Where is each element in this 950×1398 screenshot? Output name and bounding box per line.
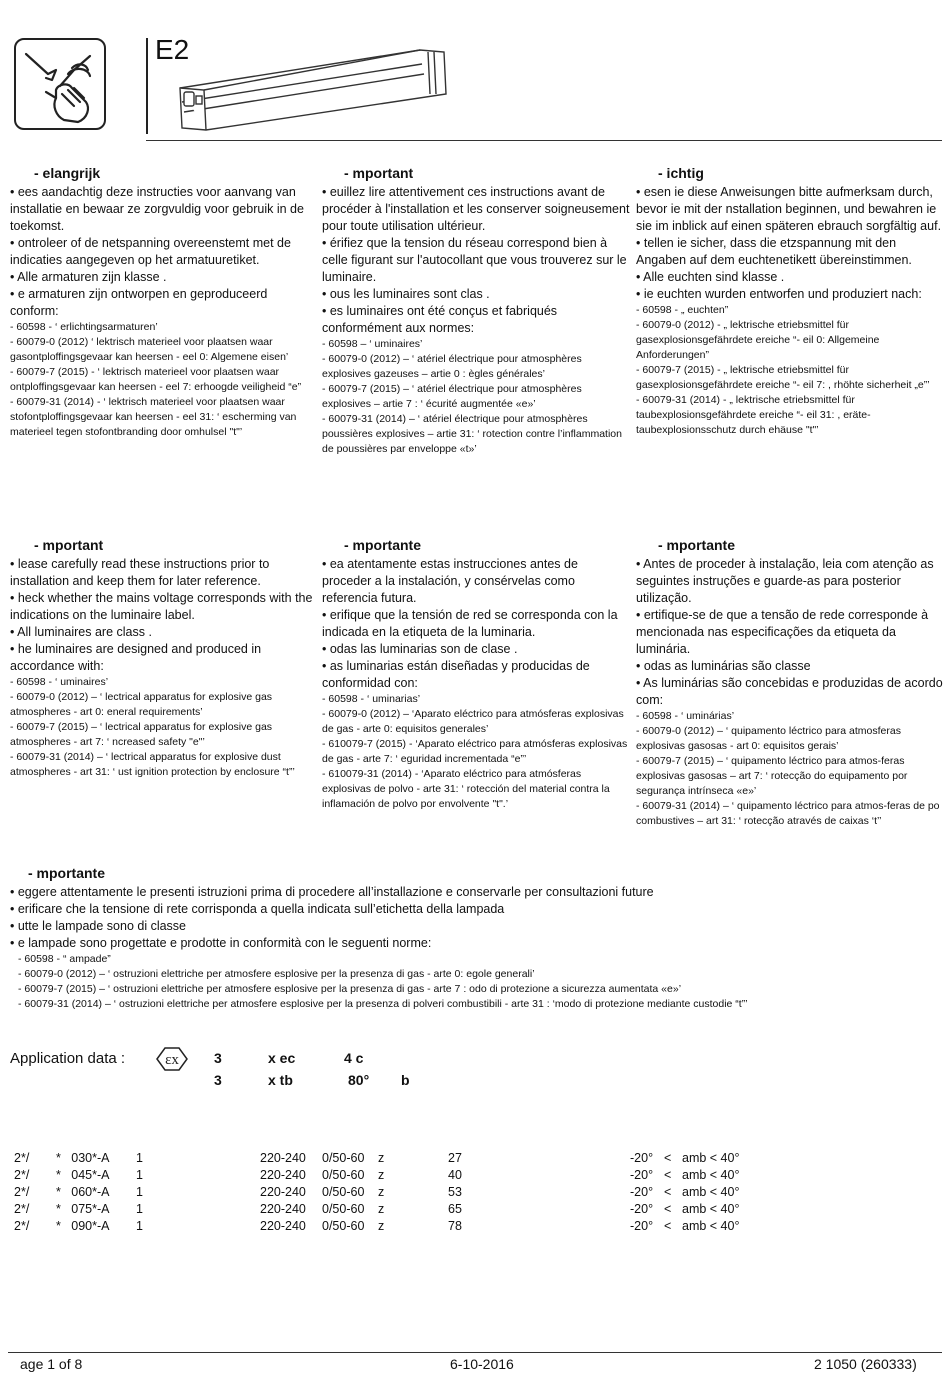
ex-symbol-text: εx <box>165 1052 179 1068</box>
paragraph: • odas las luminarias son de clase . <box>322 642 518 656</box>
cell: -20° <box>630 1168 654 1182</box>
cell: 0/50-60 <box>322 1185 365 1199</box>
cell: amb < 40° <box>682 1185 740 1199</box>
cell: 65 <box>448 1202 462 1216</box>
paragraph: • tellen ie sicher, dass die etzspannung mit den Angaben auf dem euchtenetikett übereinstimmen. <box>636 236 912 267</box>
section-title: - mportant <box>34 537 104 553</box>
cell: * 075*-A <box>56 1202 110 1216</box>
norm-item: - 60079-31 (2014) – ‘ quipamento léctrico para atmos-feras de po combustives – art 31: ‘ rotecção através de caixas ‘t’’ <box>636 800 940 827</box>
cell: 220-240 <box>260 1151 306 1165</box>
application-data-label: Application data : <box>10 1050 126 1067</box>
norm-item: - 60079-7 (2015) - „ lektrische etriebsmittel für gasexplosionsgefährdete ereiche “- eil 7: , rhöhte sicherheit „e”’ <box>636 364 930 391</box>
cell: < <box>664 1202 672 1216</box>
cell: 220-240 <box>260 1185 306 1199</box>
norm-item: - 60079-0 (2012) ‘ lektrisch materieel voor plaatsen waar gasontploffingsgevaar kan heersen - eel 0: Algemene eisen’ <box>10 336 289 363</box>
section-english <box>10 536 318 780</box>
footer-rule <box>8 1352 942 1353</box>
norm-item: - 60079-7 (2015) – ‘ ostruzioni elettriche per atmosfere esplosive per la presenza di gas - arte 7 : odo di protezione a sicurezza aumentata «e»’ <box>18 983 682 995</box>
model-code: E2 <box>155 34 190 65</box>
page-number: age 1 of 8 <box>20 1356 83 1372</box>
cell: z <box>378 1168 385 1182</box>
section-title: - mportante <box>28 865 105 881</box>
norm-item: - 60079-0 (2012) – ‘Aparato eléctrico para atmósferas explosivas de gas - arte 0: equisitos generales’ <box>322 708 624 735</box>
section-german <box>636 164 944 438</box>
norm-item: - 60079-7 (2015) - ‘ lektrisch materieel voor plaatsen waar ontploffingsgevaar kan heersen - eel 7: erhoogde veiligheid “e” <box>10 366 302 393</box>
norm-item: - 60079-7 (2015) – ‘ lectrical apparatus for explosive gas atmospheres - art 7: ‘ ncreased safety "e"’ <box>10 721 273 748</box>
ex-code-group: 3 <box>214 1072 222 1088</box>
cell: z <box>378 1219 385 1233</box>
paragraph: • ous les luminaires sont clas . <box>322 287 490 301</box>
paragraph: • Antes de proceder à instalação, leia com atenção as seguintes instruções e guarde-as para posterior utilização. <box>636 557 934 605</box>
paragraph: • Alle armaturen zijn klasse . <box>10 270 167 284</box>
ex-epl: b <box>401 1072 410 1088</box>
table-row <box>14 1218 762 1235</box>
cell: 2*/ <box>14 1151 30 1165</box>
section-french <box>322 164 630 457</box>
installer-pictogram <box>14 38 106 130</box>
norm-item: - 610079-31 (2014) - ‘Aparato eléctrico para atmósferas explosivas de polvo - arte 31: ‘ rotección del material contra la inflamación de polvo por envolvente "t".’ <box>322 768 610 810</box>
paragraph: • ertifique-se de que a tensão de rede corresponde à mencionada nas especificações da etiqueta da luminária. <box>636 608 929 656</box>
cell: 1 <box>136 1168 143 1182</box>
cell: 2*/ <box>14 1202 30 1216</box>
ex-symbol-icon <box>155 1046 189 1077</box>
cell: 1 <box>136 1185 143 1199</box>
cell: z <box>378 1202 385 1216</box>
cell: * 030*-A <box>56 1151 110 1165</box>
norm-item: - 60079-31 (2014) - ‘ lektrisch materieel voor plaatsen waar stofontploffingsgevaar kan heersen - eel 31: ‘ escherming van materieel tegen stofontbranding door omhulsel "t"’ <box>10 396 297 438</box>
document-code: 2 1050 (260333) <box>814 1356 917 1372</box>
norm-item: - 60079-31 (2014) - „ lektrische etriebsmittel für taubexplosionsgefährdete ereiche “- eil 31: , eräte- taubexplosionsschutz durch ehäuse "t"’ <box>636 394 871 436</box>
section-italian <box>10 864 930 1012</box>
cell: 2*/ <box>14 1168 30 1182</box>
paragraph: • érifiez que la tension du réseau correspond bien à celle figurant sur l'autocollant que vous trouverez sur le luminaire. <box>322 236 627 284</box>
cell: -20° <box>630 1219 654 1233</box>
paragraph: • ea atentamente estas instrucciones antes de proceder a la instalación, y consérvelas como referencia futura. <box>322 557 578 605</box>
norm-item: - 60079-7 (2015) – ‘ quipamento léctrico para atmos-feras explosivas gasosas – art 7: ‘ rotecção do equipamento por segurança intrínseca «e»’ <box>636 755 908 797</box>
norm-item: - 60598 – ‘ uminaires’ <box>322 338 423 350</box>
cell: 0/50-60 <box>322 1151 365 1165</box>
cell: amb < 40° <box>682 1151 740 1165</box>
section-title: - mportante <box>658 537 735 553</box>
section-title: - mportante <box>344 537 421 553</box>
cell: amb < 40° <box>682 1202 740 1216</box>
cell: * 060*-A <box>56 1185 110 1199</box>
cell: -20° <box>630 1185 654 1199</box>
section-spanish <box>322 536 630 812</box>
norm-item: - 60079-0 (2012) – ‘ lectrical apparatus for explosive gas atmospheres - art 0: eneral requirements’ <box>10 691 273 718</box>
cell: 40 <box>448 1168 462 1182</box>
cell: 0/50-60 <box>322 1168 365 1182</box>
table-row <box>14 1184 762 1201</box>
cell: amb < 40° <box>682 1219 740 1233</box>
screwdriver-hand-icon <box>16 40 104 128</box>
paragraph: • All luminaires are class . <box>10 625 152 639</box>
cell: 78 <box>448 1219 462 1233</box>
cell: 0/50-60 <box>322 1219 365 1233</box>
paragraph: • e lampade sono progettate e prodotte in conformità con le seguenti norme: <box>10 936 432 950</box>
cell: amb < 40° <box>682 1168 740 1182</box>
norm-item: - 60598 - „ euchten” <box>636 304 729 316</box>
norm-item: - 60598 - ‘ uminárias’ <box>636 710 735 722</box>
cell: z <box>378 1151 385 1165</box>
paragraph: • erificare che la tensione di rete corrisponda a quella indicata sull’etichetta della lampada <box>10 902 505 916</box>
cell: 0/50-60 <box>322 1202 365 1216</box>
cell: 1 <box>136 1219 143 1233</box>
norm-item: - 60598 - ‘ erlichtingsarmaturen’ <box>10 321 158 333</box>
cell: 53 <box>448 1185 462 1199</box>
cell: -20° <box>630 1202 654 1216</box>
cell: 220-240 <box>260 1168 306 1182</box>
paragraph: • utte le lampade sono di classe <box>10 919 187 933</box>
norm-item: - 60079-0 (2012) – ‘ ostruzioni elettriche per atmosfere esplosive per la presenza di gas - arte 0: egole generali’ <box>18 968 535 980</box>
section-portuguese <box>636 536 944 829</box>
cell: 1 <box>136 1202 143 1216</box>
table-row <box>14 1150 762 1167</box>
cell: < <box>664 1151 672 1165</box>
spec-table <box>14 1150 762 1235</box>
table-row <box>14 1167 762 1184</box>
document-date: 6-10-2016 <box>450 1356 514 1372</box>
paragraph: • lease carefully read these instructions prior to installation and keep them for later reference. <box>10 557 270 588</box>
section-title: - mportant <box>344 165 414 181</box>
paragraph: • heck whether the mains voltage corresponds with the indications on the luminaire label. <box>10 591 313 622</box>
paragraph: • ie euchten wurden entworfen und produziert nach: <box>636 287 922 301</box>
section-title: - elangrijk <box>34 165 101 181</box>
table-row <box>14 1201 762 1218</box>
cell: 1 <box>136 1151 143 1165</box>
paragraph: • erifique que la tensión de red se corresponda con la indicada en la etiqueta de la luminaria. <box>322 608 618 639</box>
norm-item: - 60598 - “ ampade” <box>18 953 111 965</box>
paragraph: • ontroleer of de netspanning overeenstemt met de indicaties aangegeven op het armatuuretiket. <box>10 236 291 267</box>
norm-item: - 610079-7 (2015) - ‘Aparato eléctrico para atmósferas explosivas de gas - arte 7: ‘ eguridad incrementada “e”’ <box>322 738 628 765</box>
norm-item: - 60079-31 (2014) – ‘ ostruzioni elettriche per atmosfere esplosive per la presenza di polveri combustibili - arte 31 : ‘modo di protezione mediante custodie “t”’ <box>18 998 748 1010</box>
ex-protection: x tb <box>268 1072 293 1088</box>
norm-item: - 60079-7 (2015) – ‘ atériel électrique pour atmosphères explosives – artie 7 : ‘ écurité augmentée «e»’ <box>322 383 582 410</box>
ex-temperature: 80° <box>348 1072 370 1088</box>
paragraph: • eggere attentamente le presenti istruzioni prima di procedere all’installazione e conservarle per consultazioni future <box>10 885 654 899</box>
cell: * 090*-A <box>56 1219 110 1233</box>
norm-item: - 60079-0 (2012) – ‘ atériel électrique pour atmosphères explosives gazeuses – artie 0 : ègles générales’ <box>322 353 582 380</box>
cell: 27 <box>448 1151 462 1165</box>
cell: 2*/ <box>14 1185 30 1199</box>
paragraph: • ees aandachtig deze instructies voor aanvang van installatie en bewaar ze zorgvuldig voor gebruik in de toekomst. <box>10 185 304 233</box>
paragraph: • e armaturen zijn ontworpen en geproduceerd conform: <box>10 287 268 318</box>
ex-protection: x ec <box>268 1050 296 1066</box>
cell: z <box>378 1185 385 1199</box>
ex-code-group: 3 <box>214 1050 222 1066</box>
cell: 2*/ <box>14 1219 30 1233</box>
cell: 220-240 <box>260 1202 306 1216</box>
section-dutch <box>10 164 318 440</box>
paragraph: • odas as luminárias são classe <box>636 659 811 673</box>
paragraph: • as luminarias están diseñadas y producidas de conformidad con: <box>322 659 590 690</box>
section-title: - ichtig <box>658 165 704 181</box>
norm-item: - 60079-0 (2012) - „ lektrische etriebsmittel für gasexplosionsgefährdete ereiche “- eil 0: Allgemeine Anforderungen” <box>636 319 880 361</box>
cell: * 045*-A <box>56 1168 110 1182</box>
header-rule <box>146 140 942 141</box>
ex-temp-class: 4 c <box>344 1050 364 1066</box>
cell: < <box>664 1219 672 1233</box>
paragraph: • he luminaires are designed and produced in accordance with: <box>10 642 262 673</box>
cell: < <box>664 1185 672 1199</box>
norm-item: - 60079-31 (2014) – ‘ lectrical apparatus for explosive dust atmospheres - art 31: ‘ ust ignition protection by enclosure “t”’ <box>10 751 295 778</box>
norm-item: - 60079-31 (2014) – ‘ atériel électrique pour atmosphères poussières explosives – artie 31: ‘ rotection contre l’inflammation de poussières par enveloppe «t»’ <box>322 413 622 455</box>
paragraph: • esen ie diese Anweisungen bitte aufmerksam durch, bevor ie mit der nstallation beginnen, und bewahren ie sie im inblick auf einen späteren ebrauch sorgfältig auf. <box>636 185 942 233</box>
norm-item: - 60598 - ‘ uminarias’ <box>322 693 421 705</box>
norm-item: - 60079-0 (2012) – ‘ quipamento léctrico para atmosferas explosivas gasosas - art 0: equisitos gerais’ <box>636 725 901 752</box>
norm-item: - 60598 - ‘ uminaires’ <box>10 676 109 688</box>
paragraph: • es luminaires ont été conçus et fabriqués conformément aux normes: <box>322 304 558 335</box>
cell: 220-240 <box>260 1219 306 1233</box>
header-divider <box>146 38 148 134</box>
cell: -20° <box>630 1151 654 1165</box>
luminaire-illustration <box>172 42 450 139</box>
paragraph: • Alle euchten sind klasse . <box>636 270 785 284</box>
paragraph: • euillez lire attentivement ces instructions avant de procéder à l'installation et les conserver soigneusement pour toute utilisation ultérieur. <box>322 185 630 233</box>
paragraph: • As luminárias são concebidas e produzidas de acordo com: <box>636 676 943 707</box>
cell: < <box>664 1168 672 1182</box>
